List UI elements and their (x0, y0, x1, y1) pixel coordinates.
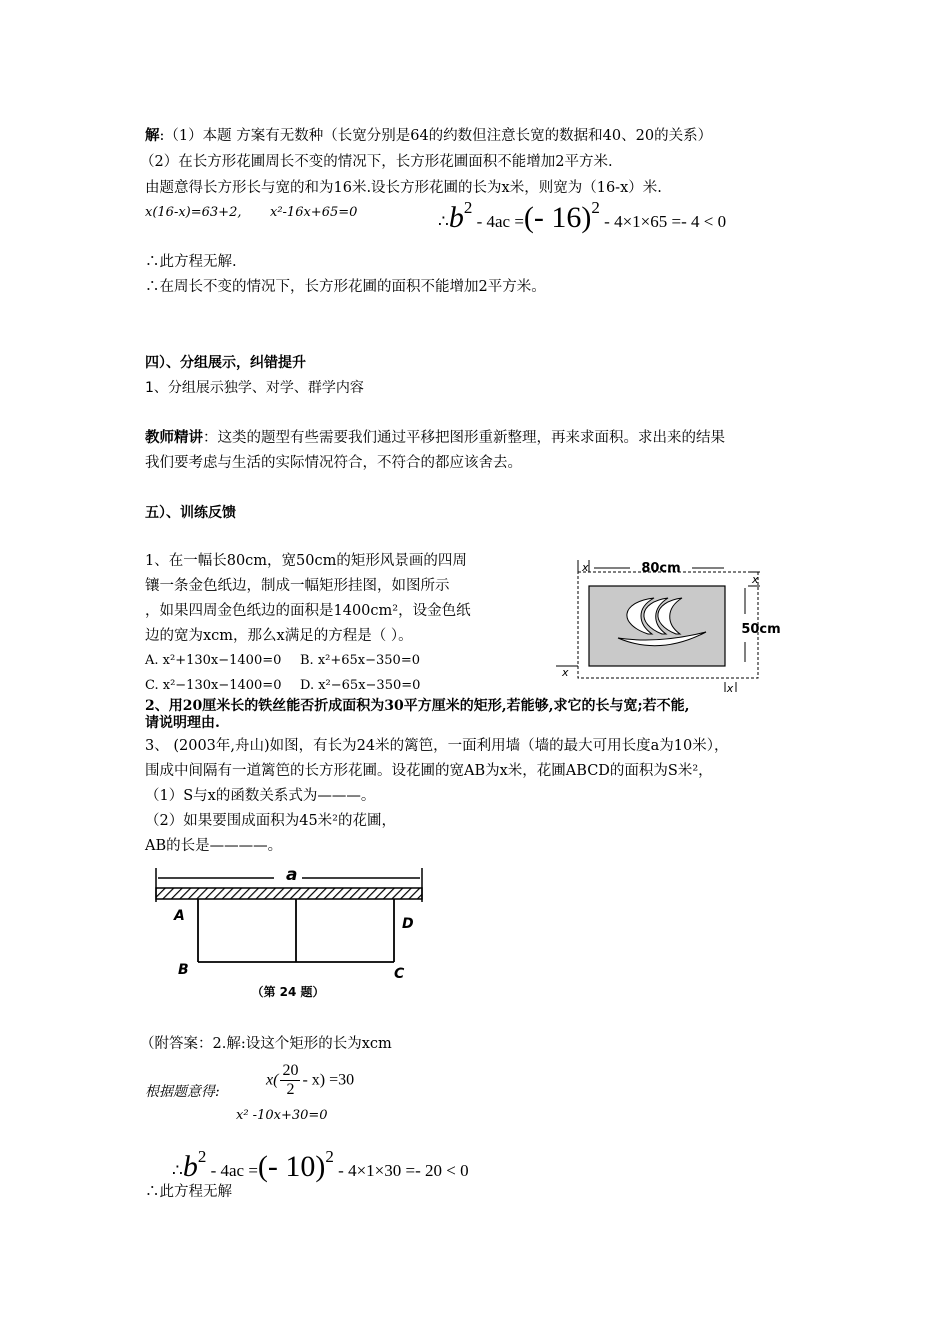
q1-line-3: ，如果四周金色纸边的面积是1400cm²，设金色纸 (145, 603, 471, 619)
x-label-bottom: x (726, 682, 734, 695)
solution-conclusion-1: ∴此方程无解. (145, 254, 237, 270)
formula2-b: b (182, 1150, 198, 1183)
formula-4ac: - 4ac = (472, 212, 524, 231)
solution-conclusion-2: ∴在周长不变的情况下，长方形花圃的面积不能增加2平方米。 (145, 279, 546, 295)
solution-text-1: :（1）本题 方案有无数种（长宽分别是64的约数但注意长宽的数据和40、20的关系） (159, 128, 713, 144)
x-label-top: x (582, 561, 589, 574)
figure-caption: （第 24 题） (251, 985, 325, 999)
q3-line-3: （1）S与x的函数关系式为———。 (145, 788, 376, 804)
eq-fraction (280, 1062, 300, 1099)
option-c: C. x²−130x−1400=0 (145, 678, 282, 693)
frame-figure (548, 552, 788, 696)
discriminant-formula-1 (438, 198, 726, 235)
label-a: a (286, 865, 298, 885)
q3-line-4: （2）如果要围成面积为45米²的花圃， (145, 813, 396, 829)
fraction-numerator: 20 (282, 1062, 299, 1079)
option-b: B. x²+65x−350=0 (300, 653, 420, 668)
appendix-label: 根据题意得: (145, 1084, 220, 1100)
formula-exp-2: 2 (591, 198, 600, 217)
label-C: C (394, 966, 405, 982)
garden-figure (148, 862, 438, 1008)
label-A: A (174, 908, 185, 924)
solution-line-2: （2）在长方形花圃周长不变的情况下，长方形花圃面积不能增加2平方米. (140, 154, 613, 170)
appendix-line-1: （附答案：2.解:设这个矩形的长为xcm (140, 1036, 392, 1052)
formula2-paren: (- 10) (257, 1150, 326, 1183)
q3-line-1: 3、 (2003年,舟山)如图，有长为24米的篱笆，一面利用墙（墙的最大可用长度a为10米）， (145, 738, 729, 754)
width-label: 80cm (641, 561, 681, 576)
formula-b: b (448, 201, 464, 234)
formula-rest: - 4×1×65 =- 4 < 0 (599, 212, 727, 231)
formula2-rest: - 4×1×30 =- 20 < 0 (333, 1161, 469, 1180)
q1-line-4: 边的宽为xcm，那么x满足的方程是（ ）。 (145, 628, 413, 644)
teacher-line-1 (145, 428, 725, 448)
q2-line-2: 请说明理由. (145, 715, 220, 731)
formula2-exp-2: 2 (325, 1147, 334, 1166)
q3-line-5: AB的长是————。 (145, 838, 283, 854)
wall (156, 888, 422, 899)
fraction-denominator: 2 (286, 1081, 295, 1098)
section-5-title: 五）、训练反馈 (145, 505, 236, 521)
q2-line-1: 2、用20厘米长的铁丝能否折成面积为30平方厘米的矩形,若能够,求它的长与宽;若不能, (145, 698, 690, 714)
section-4-title: 四）、分组展示，纠错提升 (145, 355, 306, 371)
formula-exp: 2 (463, 198, 473, 217)
height-label: 50cm (741, 622, 781, 637)
solution-line-1 (145, 126, 712, 146)
solution-eq-1: x(16-x)=63+2, (145, 205, 242, 220)
q1-line-1: 1、在一幅长80cm，宽50cm的矩形风景画的四周 (145, 553, 467, 569)
formula-paren: (- 16) (523, 201, 592, 234)
q1-line-2: 镶一条金色纸边，制成一幅矩形挂图，如图所示 (145, 578, 450, 594)
eq-x: x( (266, 1071, 279, 1089)
option-d: D. x²−65x−350=0 (300, 678, 421, 693)
appendix-conclusion: ∴此方程无解 (145, 1184, 232, 1200)
solution-line-3: 由题意得长方形长与宽的和为16米.设长方形花圃的长为x米，则宽为（16-x）米. (145, 180, 662, 196)
x-label-right: x (752, 573, 759, 586)
formula2-exp: 2 (197, 1147, 207, 1166)
teacher-text-1: ：这类的题型有些需要我们通过平移把图形重新整理，再来求面积。求出来的结果 (203, 430, 725, 446)
q3-line-2: 围成中间隔有一道篱笆的长方形花圃。设花圃的宽AB为x米，花圃ABCD的面积为S米²， (145, 763, 713, 779)
formula2-4ac: - 4ac = (206, 1161, 258, 1180)
label-B: B (178, 962, 189, 978)
appendix-eq-2: x² -10x+30=0 (236, 1108, 328, 1123)
therefore-symbol-2: ∴ (172, 1161, 183, 1180)
label-D: D (402, 916, 414, 932)
therefore-symbol: ∴ (438, 212, 449, 231)
section-4-item-1: 1、分组展示独学、对学、群学内容 (145, 380, 364, 396)
x-label-left: x (562, 666, 569, 679)
solution-label: 解 (145, 127, 160, 144)
teacher-line-2: 我们要考虑与生活的实际情况符合，不符合的都应该舍去。 (145, 455, 522, 471)
option-a: A. x²+130x−1400=0 (145, 653, 282, 668)
appendix-equation (266, 1062, 354, 1099)
discriminant-formula-2 (172, 1147, 469, 1184)
eq-rest: - x) =30 (302, 1071, 355, 1089)
solution-eq-2: x²-16x+65=0 (270, 205, 358, 220)
teacher-label: 教师精讲 (145, 429, 203, 446)
